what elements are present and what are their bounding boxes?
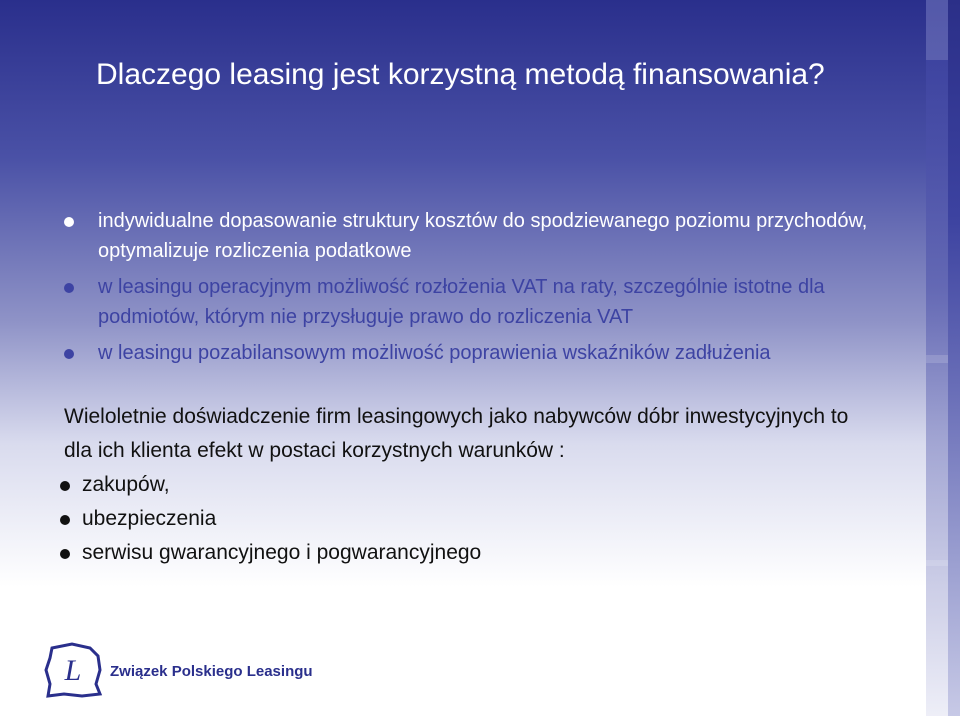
bullet-item xyxy=(58,272,908,332)
sub-bullet-text: ubezpieczenia xyxy=(82,507,217,530)
bullet-dot-icon xyxy=(60,515,70,525)
bullet-item xyxy=(58,206,908,266)
logo-text: Związek Polskiego Leasingu xyxy=(110,663,313,680)
bullet-dot-icon xyxy=(60,549,70,559)
bullet-dot-icon xyxy=(64,283,74,293)
logo-letter: L xyxy=(64,654,82,687)
right-decor-segment xyxy=(926,355,948,363)
sub-bullet-item xyxy=(60,502,481,536)
slide-title: Dlaczego leasing jest korzystną metodą finansowania? xyxy=(96,58,825,91)
bullet-text: w leasingu operacyjnym możliwość rozłożenia VAT na raty, szczególnie istotne dla podmiotów, którym nie przysługuje prawo do rozliczenia VAT xyxy=(98,276,825,328)
sub-bullet-item xyxy=(60,468,481,502)
bullet-text: indywidualne dopasowanie struktury kosztów do spodziewanego poziomu przychodów, optymalizuje rozliczenia podatkowe xyxy=(98,210,868,262)
right-decor-bar xyxy=(948,0,960,716)
zpl-logo-icon xyxy=(42,640,104,700)
sub-bullet-item xyxy=(60,536,481,570)
bullet-item xyxy=(58,338,908,368)
sub-bullet-list xyxy=(60,468,481,570)
bullet-dot-icon xyxy=(60,481,70,491)
body-paragraph: Wieloletnie doświadczenie firm leasingowych jako nabywców dóbr inwestycyjnych to dla ich klienta efekt w postaci korzystnych warunków : xyxy=(64,405,849,462)
right-decor-segment xyxy=(926,0,948,60)
right-decor-segment xyxy=(926,560,948,566)
bullet-dot-icon xyxy=(64,349,74,359)
sub-bullet-text: serwisu gwarancyjnego i pogwarancyjnego xyxy=(82,541,482,564)
bullet-dot-icon xyxy=(64,217,74,227)
bullet-text: w leasingu pozabilansowym możliwość poprawienia wskaźników zadłużenia xyxy=(98,342,771,364)
bullet-list xyxy=(58,206,908,374)
sub-bullet-text: zakupów, xyxy=(82,473,170,496)
